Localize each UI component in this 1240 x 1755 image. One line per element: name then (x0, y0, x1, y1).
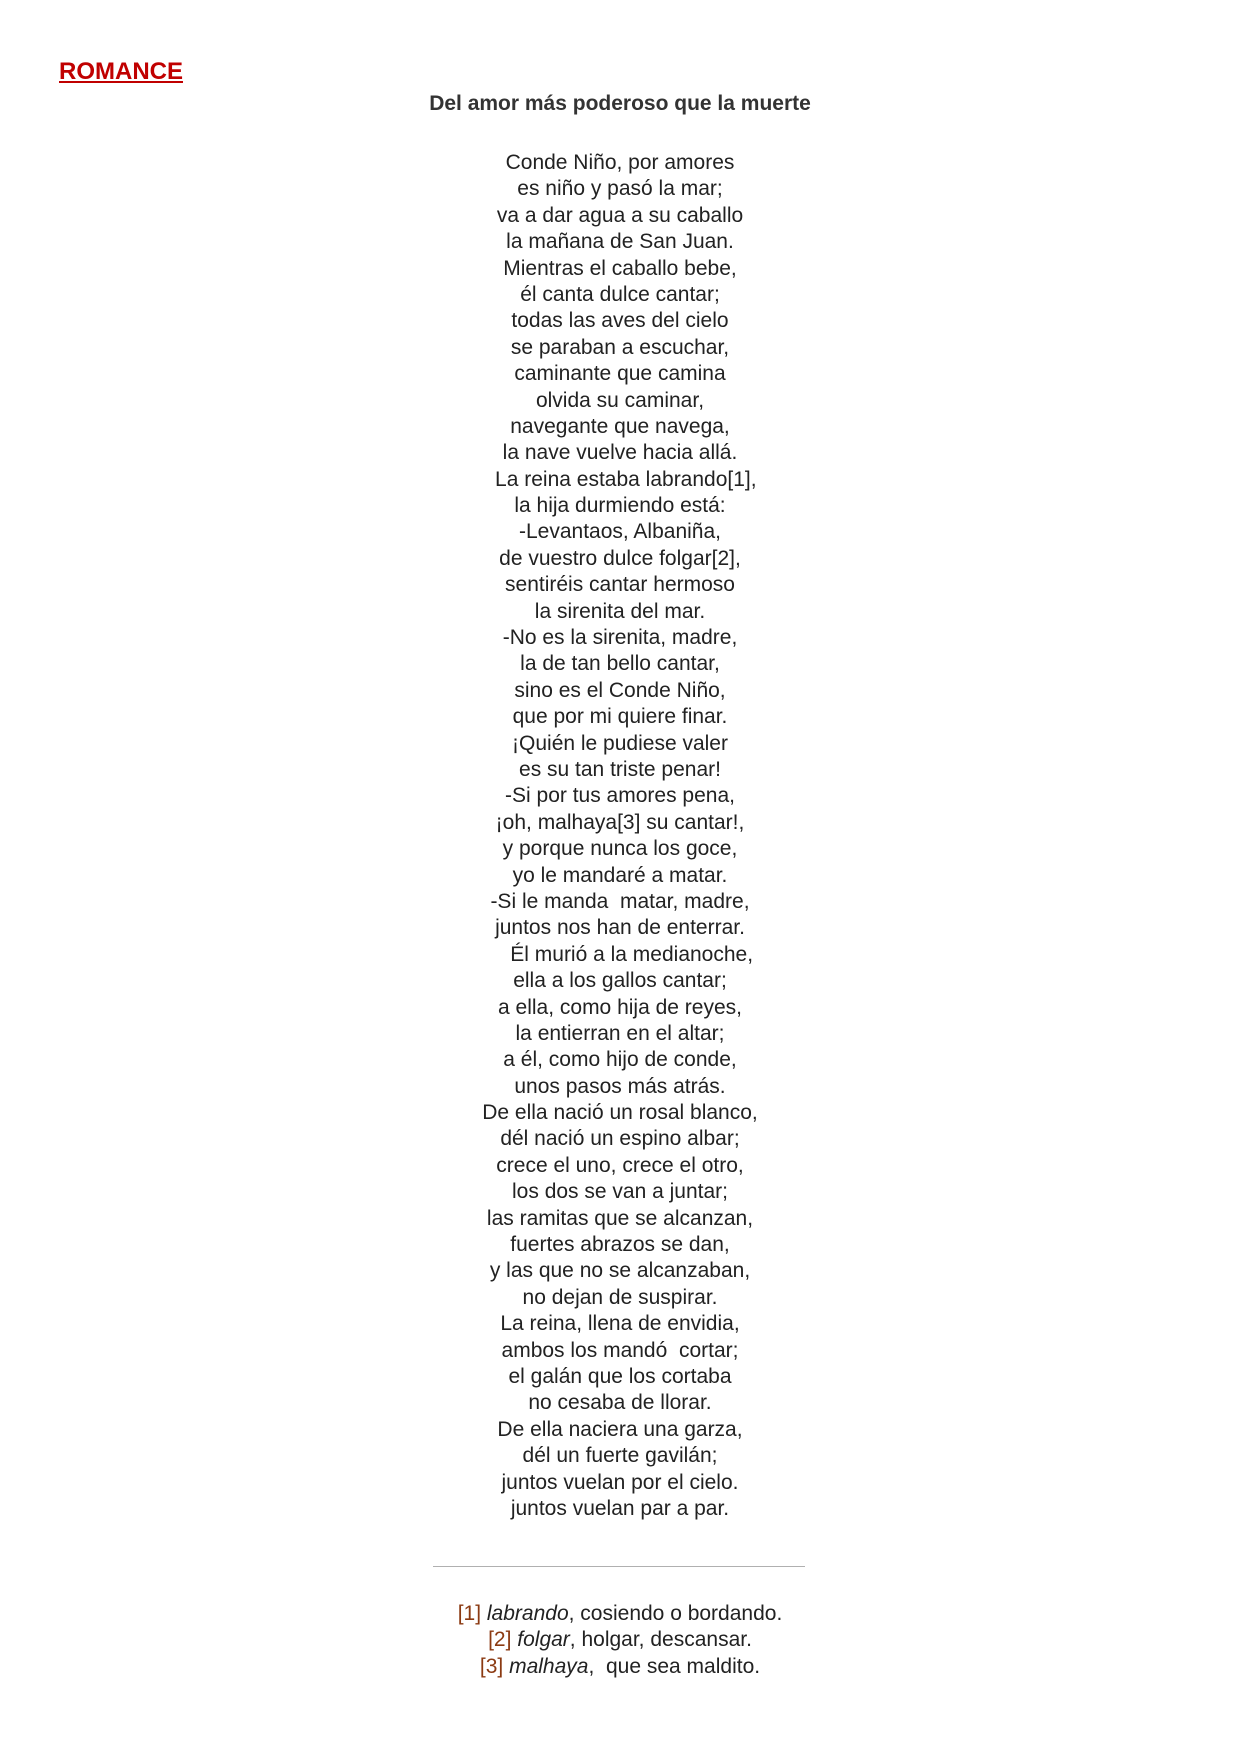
poem-line: todas las aves del cielo (511, 309, 729, 333)
footnote-definition: , que sea maldito. (588, 1654, 761, 1678)
poem-line: es su tan triste penar! (519, 757, 721, 781)
poem-line: Él murió a la medianoche, (486, 942, 754, 966)
poem-line: La reina estaba labrando[1], (483, 467, 757, 491)
poem-line: De ella nació un rosal blanco, (482, 1101, 758, 1125)
poem-line: las ramitas que se alcanzan, (486, 1206, 754, 1230)
poem-line: -No es la sirenita, madre, (502, 626, 738, 650)
poem-line: no cesaba de llorar. (528, 1391, 712, 1415)
footnote-term: folgar (517, 1628, 570, 1652)
poem-line: sino es el Conde Niño, (514, 678, 726, 702)
poem-line: caminante que camina (514, 362, 726, 386)
poem-title: Del amor más poderoso que la muerte (429, 92, 811, 115)
footnote-term: labrando (486, 1602, 569, 1625)
poem-line: dél un fuerte gavilán; (522, 1444, 718, 1468)
poem-line: no dejan de suspirar. (522, 1285, 718, 1309)
poem-line: ella a los gallos cantar; (513, 969, 727, 993)
poem-line: la entierran en el altar; (515, 1021, 725, 1045)
poem-line: -Levantaos, Albaniña, (519, 520, 721, 544)
footnote-ref-link[interactable]: [2] (488, 1628, 512, 1652)
footnote-item (0, 1627, 1240, 1653)
poem-line: la sirenita del mar. (534, 599, 706, 623)
poem-line: yo le mandaré a matar. (512, 863, 728, 887)
footnote-ref-link[interactable]: [3] (479, 1654, 504, 1678)
poem-line: y porque nunca los goce, (502, 837, 738, 861)
footnote-term: malhaya (509, 1654, 589, 1678)
footnote-item (0, 1601, 1240, 1627)
poem-line: ambos los mandó cortar; (501, 1338, 739, 1362)
poem-line: la de tan bello cantar, (520, 652, 720, 676)
poem-line: juntos vuelan par a par. (510, 1496, 730, 1520)
footnote-definition: , holgar, descansar. (569, 1628, 752, 1652)
poem-line: ¡oh, malhaya[3] su cantar!, (495, 810, 745, 834)
poem-line: dél nació un espino albar; (500, 1127, 740, 1151)
footnotes-list (0, 1601, 1240, 1680)
poem-line: -Si por tus amores pena, (505, 784, 735, 808)
poem-line: va a dar agua a su caballo (496, 203, 744, 227)
poem-line: se paraban a escuchar, (510, 335, 730, 359)
poem-line: unos pasos más atrás. (514, 1074, 726, 1098)
poem-line: a ella, como hija de reyes, (498, 995, 742, 1019)
footnote-divider (433, 1566, 805, 1567)
poem-line: De ella naciera una garza, (497, 1417, 743, 1441)
poem-line: navegante que navega, (510, 414, 730, 438)
poem-line: y las que no se alcanzaban, (489, 1259, 751, 1283)
poem-line: Conde Niño, por amores (505, 151, 735, 174)
poem-line: Mientras el caballo bebe, (503, 256, 737, 280)
footnote-ref-link[interactable]: [1] (457, 1602, 482, 1625)
poem-line: los dos se van a juntar; (512, 1180, 728, 1204)
poem-line: la nave vuelve hacia allá. (502, 441, 738, 465)
poem-line: es niño y pasó la mar; (517, 177, 723, 201)
poem-line: de vuestro dulce folgar[2], (499, 546, 741, 570)
poem-line: sentiréis cantar hermoso (505, 573, 735, 597)
poem-line: juntos nos han de enterrar. (495, 916, 745, 940)
poem-line: juntos vuelan por el cielo. (501, 1470, 739, 1494)
poem-line: olvida su caminar, (535, 388, 705, 412)
poem-line: La reina, llena de envidia, (500, 1312, 740, 1336)
poem-line: a él, como hijo de conde, (503, 1048, 737, 1072)
poem-line: ¡Quién le pudiese valer (512, 731, 728, 755)
footnote-item (0, 1654, 1240, 1680)
poem-line: crece el uno, crece el otro, (496, 1153, 744, 1177)
poem-line: fuertes abrazos se dan, (510, 1233, 730, 1257)
poem-line: que por mi quiere finar. (512, 705, 728, 729)
page-heading[interactable]: ROMANCE (59, 58, 183, 85)
poem-line: él canta dulce cantar; (520, 282, 720, 306)
poem-body (0, 150, 1240, 1522)
poem-line: el galán que los cortaba (508, 1364, 732, 1388)
poem-line: la hija durmiendo está: (514, 494, 726, 518)
poem-line: la mañana de San Juan. (506, 230, 734, 254)
footnote-definition: , cosiendo o bordando. (568, 1602, 783, 1625)
poem-line: -Si le manda matar, madre, (490, 889, 750, 913)
